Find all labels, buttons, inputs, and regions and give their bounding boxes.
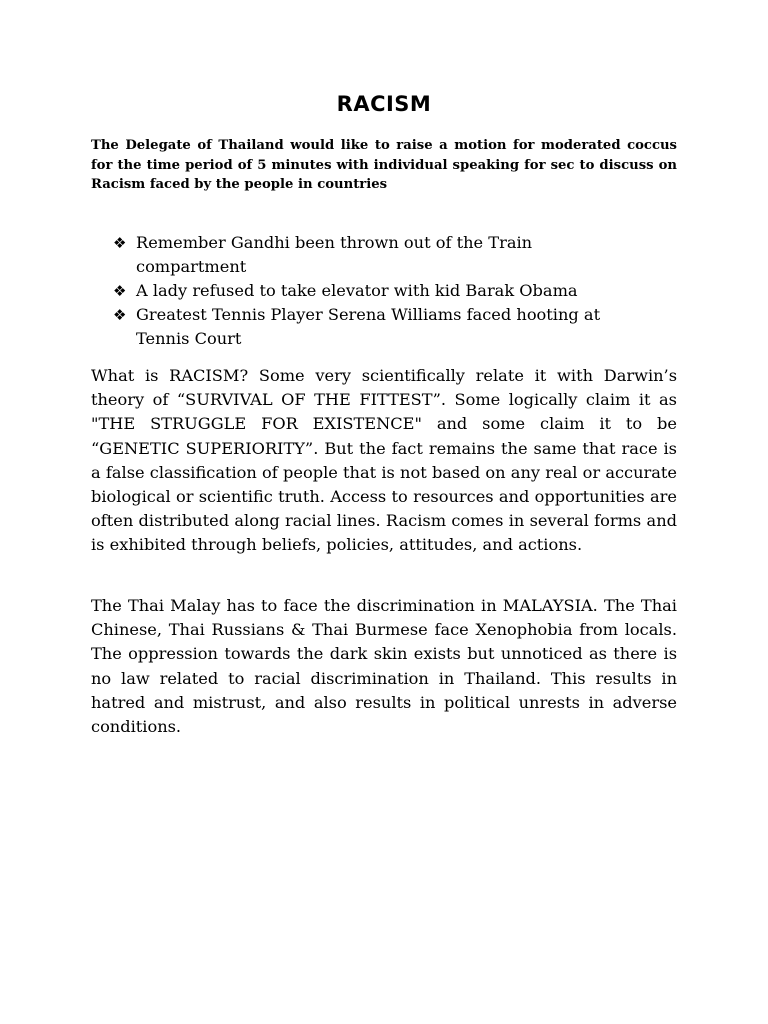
list-item-text: Remember Gandhi been thrown out of the Train compartment [136,233,533,276]
bullet-list [113,231,633,351]
diamond-bullet-icon: ❖ [113,306,127,324]
diamond-bullet-icon: ❖ [113,282,127,300]
list-item [113,231,633,279]
body-paragraph-racism-definition: What is RACISM? Some very scientifically relate it with Darwin’s theory of “SURVIVAL OF THE FITTEST”. Some logically claim it as "THE STRUGGLE FOR EXISTENCE" and some claim it to be “GENETIC SUPERIORITY”. But the fact remains the same that race is a false classification of people that is not based on any real or accurate biological or scientific truth. Access to resources and opportunities are often distributed along racial lines. Racism comes in several forms and is exhibited through beliefs, policies, attitudes, and actions. [91,366,677,555]
diamond-bullet-icon: ❖ [113,234,127,252]
list-item-text: Greatest Tennis Player Serena Williams faced hooting at Tennis Court [136,305,601,348]
page-title: RACISM [336,92,432,116]
list-item [113,279,633,303]
body-paragraph-thailand-situation: The Thai Malay has to face the discrimination in MALAYSIA. The Thai Chinese, Thai Russians & Thai Burmese face Xenophobia from locals. The oppression towards the dark skin exists but unnoticed as there is no law related to racial discrimination in Thailand. This results in hatred and mistrust, and also results in political unrests in adverse conditions. [91,596,677,737]
list-item-text: A lady refused to take elevator with kid Barak Obama [136,281,578,300]
list-item [113,303,633,351]
intro-paragraph: The Delegate of Thailand would like to raise a motion for moderated coccus for the time period of 5 minutes with individual speaking for sec to discuss on Racism faced by the people in countries [91,138,677,192]
